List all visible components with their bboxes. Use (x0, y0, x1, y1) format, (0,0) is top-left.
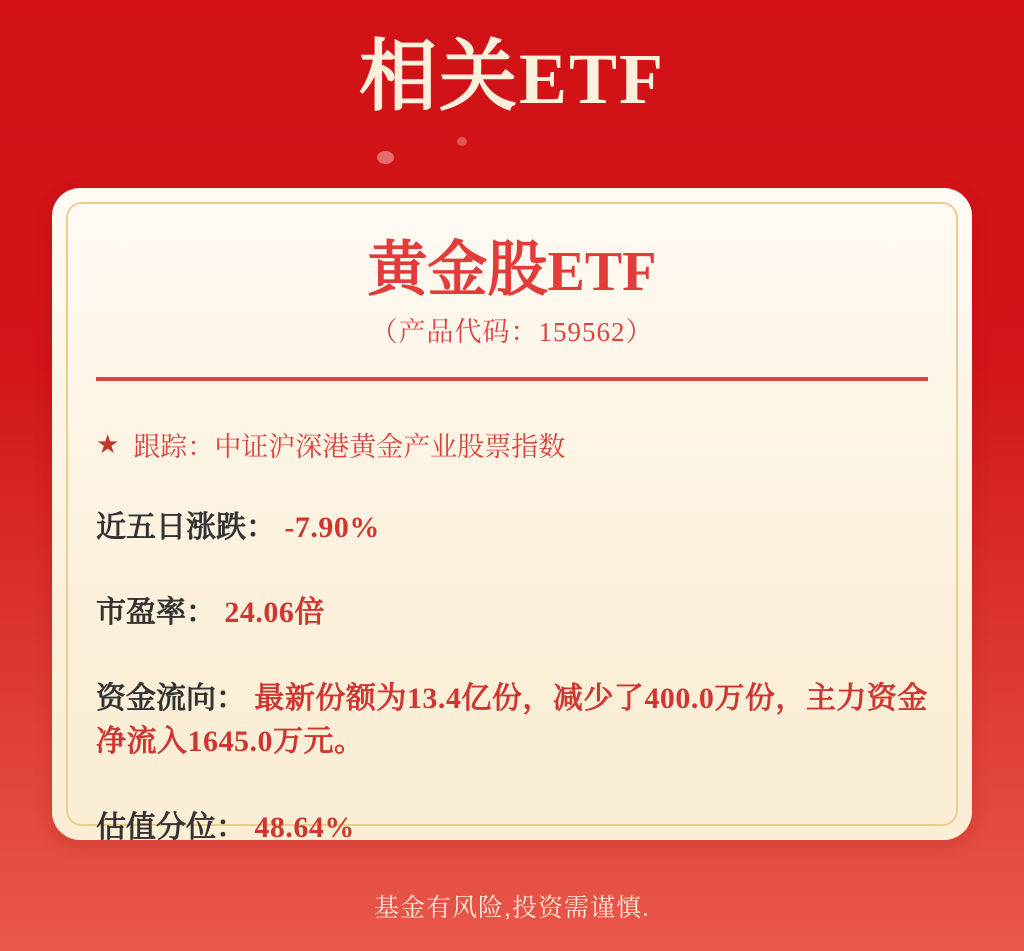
risk-disclaimer: 基金有风险,投资需谨慎. (374, 894, 650, 922)
metric-value: 最新份额为13.4亿份，减少了400.0万份，主力资金净流入1645.0万元。 (96, 681, 928, 759)
metric-label: 估值分位： (96, 810, 246, 844)
product-title-en: ETF (547, 241, 657, 303)
metric-value: 48.64% (254, 810, 355, 844)
sparkle-dot-icon (377, 151, 394, 164)
page-title-cn: 相关 (358, 32, 519, 120)
metric-row-fund-flow (96, 677, 928, 764)
page-title-en: ETF (518, 39, 666, 119)
metric-row-pe-ratio (96, 591, 928, 635)
etf-info-card (52, 188, 972, 844)
metric-row-valuation-percentile (96, 806, 928, 850)
product-title (96, 238, 928, 302)
metric-value: 24.06倍 (224, 596, 325, 630)
tracking-label: 跟踪： (133, 431, 215, 462)
tracking-index-name: 中证沪深港黄金产业股票指数 (214, 431, 566, 462)
product-code: （产品代码：159562） (370, 316, 654, 347)
red-divider (96, 377, 928, 381)
metric-value: -7.90% (284, 510, 380, 544)
tracking-row (96, 425, 928, 464)
card-content (52, 188, 972, 844)
page-title (0, 34, 1024, 120)
metric-row-five-day-change (96, 506, 928, 550)
star-icon: ★ (96, 429, 120, 460)
sparkle-dot-icon (457, 137, 467, 146)
product-title-cn: 黄金股 (367, 236, 548, 303)
metric-label: 市盈率： (96, 596, 216, 630)
metric-label: 近五日涨跌： (96, 510, 276, 544)
metric-label: 资金流向： (96, 681, 246, 715)
